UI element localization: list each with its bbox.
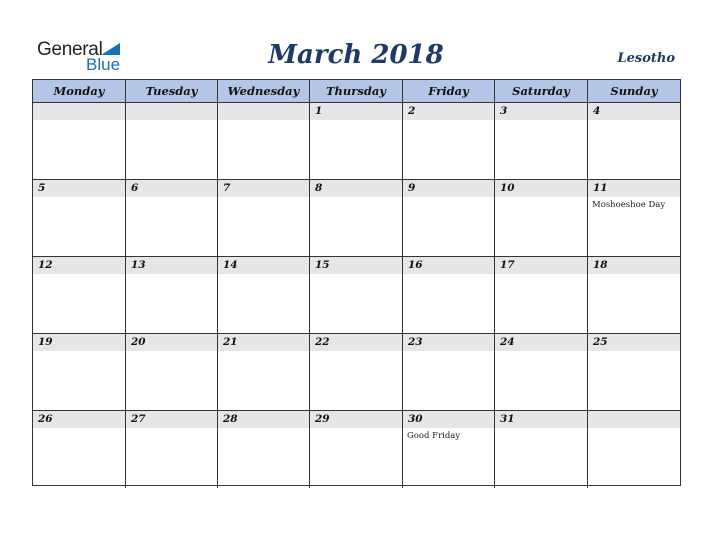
day-cell: [126, 257, 218, 333]
day-number: 4: [593, 105, 601, 117]
day-number: 22: [315, 336, 330, 348]
day-cell: [310, 411, 403, 488]
day-cell: [495, 180, 588, 256]
day-number-band: [588, 103, 680, 120]
weekday-header: Wednesday: [218, 80, 310, 102]
day-cell: [310, 180, 403, 256]
day-number: 1: [315, 105, 323, 117]
week-row: [33, 180, 680, 257]
day-number: 11: [593, 182, 608, 194]
day-cell: [218, 103, 310, 179]
day-cell: [33, 334, 126, 410]
logo-text-blue: Blue: [86, 55, 121, 74]
day-cell: [33, 257, 126, 333]
weekday-header: Thursday: [310, 80, 403, 102]
day-cell: [403, 180, 495, 256]
day-number-band: [218, 180, 309, 197]
day-cell: [588, 257, 680, 333]
weekday-header: Friday: [403, 80, 495, 102]
day-number: 16: [408, 259, 423, 271]
day-cell: [403, 103, 495, 179]
week-row: [33, 411, 680, 488]
day-cell: [495, 257, 588, 333]
week-row: [33, 103, 680, 180]
day-cell: [126, 411, 218, 488]
day-cell: [495, 334, 588, 410]
day-number: 17: [500, 259, 515, 271]
day-cell: [218, 334, 310, 410]
day-number: 7: [223, 182, 231, 194]
weekday-header: Tuesday: [126, 80, 218, 102]
day-cell: [33, 103, 126, 179]
day-cell: [403, 257, 495, 333]
day-number-band: [126, 180, 217, 197]
day-cell: [588, 411, 680, 488]
day-number-band: [495, 103, 587, 120]
day-number: 25: [593, 336, 608, 348]
day-cell: [310, 257, 403, 333]
day-cell: [588, 180, 680, 256]
day-number: 8: [315, 182, 323, 194]
country-label: Lesotho: [617, 51, 675, 66]
day-number-band: [126, 103, 217, 120]
weekday-header: Sunday: [610, 84, 658, 98]
day-number-band: [588, 411, 680, 428]
day-cell: [403, 334, 495, 410]
day-cell: [126, 180, 218, 256]
day-number: 20: [131, 336, 146, 348]
day-number: 12: [38, 259, 53, 271]
day-number: 26: [38, 413, 53, 425]
day-cell: [310, 334, 403, 410]
day-number: 18: [593, 259, 608, 271]
day-number-band: [403, 180, 494, 197]
calendar-grid: [32, 79, 681, 486]
day-number: 5: [38, 182, 46, 194]
day-cell: [218, 180, 310, 256]
day-number-band: [33, 103, 125, 120]
day-number-band: [310, 103, 402, 120]
day-number: 3: [500, 105, 508, 117]
day-cell: [218, 257, 310, 333]
day-number: 10: [500, 182, 515, 194]
day-cell: [588, 334, 680, 410]
day-number-band: [403, 103, 494, 120]
day-cell: [218, 411, 310, 488]
day-number: 21: [223, 336, 238, 348]
day-number: 28: [223, 413, 238, 425]
week-row: [33, 334, 680, 411]
day-cell: [403, 411, 495, 488]
day-number-band: [218, 103, 309, 120]
week-row: [33, 257, 680, 334]
day-number: 2: [408, 105, 416, 117]
day-cell: [126, 103, 218, 179]
calendar-title: March 2018: [268, 40, 444, 70]
day-cell: [310, 103, 403, 179]
holiday-label: Good Friday: [407, 431, 461, 441]
day-cell: [495, 103, 588, 179]
day-number-band: [310, 180, 402, 197]
day-number: 15: [315, 259, 330, 271]
logo-text-general: General: [37, 39, 103, 60]
day-number: 23: [408, 336, 423, 348]
day-number: 14: [223, 259, 238, 271]
day-cell: [33, 180, 126, 256]
weekday-header-row: [33, 80, 680, 103]
day-cell: [33, 411, 126, 488]
day-number: 19: [38, 336, 53, 348]
day-cell: [588, 103, 680, 179]
holiday-label: Moshoeshoe Day: [592, 200, 666, 210]
day-number: 13: [131, 259, 146, 271]
day-number: 29: [315, 413, 330, 425]
weekday-header: Monday: [33, 80, 126, 102]
day-number: 24: [500, 336, 515, 348]
day-number: 30: [408, 413, 423, 425]
day-number: 6: [131, 182, 139, 194]
day-number: 31: [500, 413, 515, 425]
day-cell: [495, 411, 588, 488]
day-number-band: [33, 180, 125, 197]
weekday-header: Saturday: [495, 80, 588, 102]
day-cell: [126, 334, 218, 410]
day-number: 27: [131, 413, 146, 425]
day-number: 9: [408, 182, 416, 194]
